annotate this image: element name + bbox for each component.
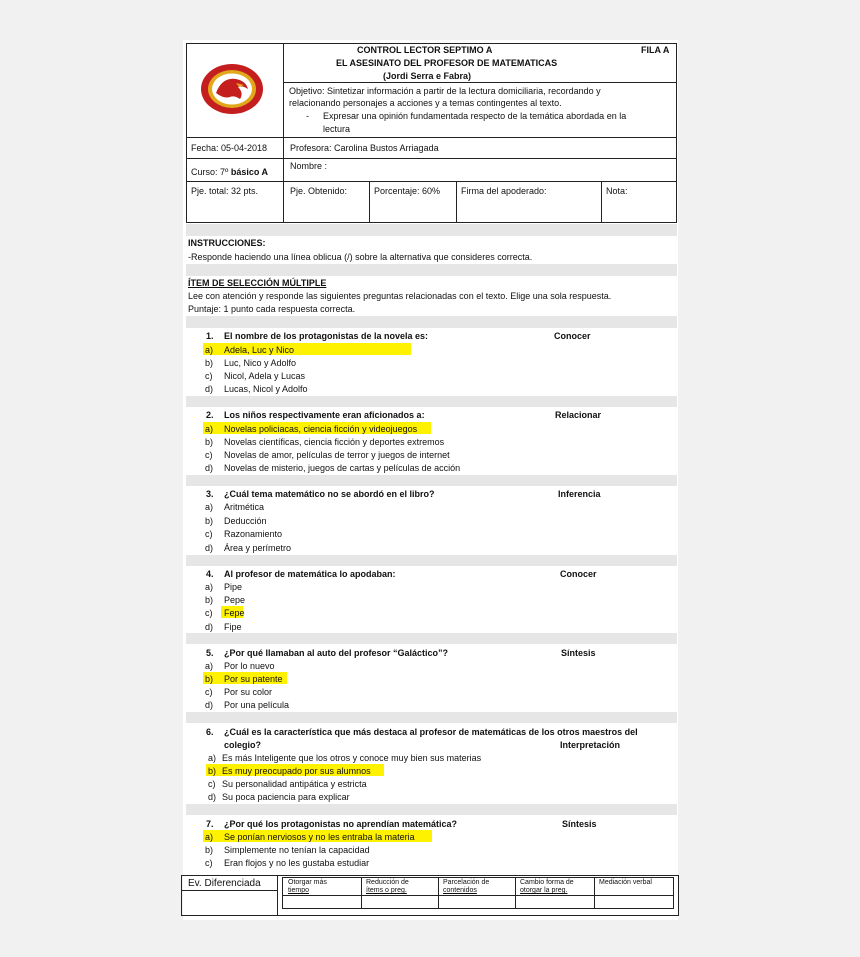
- option-text[interactable]: Aritmética: [224, 502, 265, 512]
- name-field[interactable]: Nombre :: [290, 161, 328, 171]
- course-field: Curso: 7º básico A: [191, 167, 269, 177]
- option-letter[interactable]: c): [208, 779, 216, 789]
- question-text: ¿Cuál tema matemático no se abordó en el libro?: [224, 489, 435, 499]
- option-letter[interactable]: a): [205, 424, 214, 434]
- option-letter[interactable]: c): [205, 529, 213, 539]
- option-text[interactable]: Fipe: [224, 622, 242, 632]
- objective-line: relacionando personajes a acciones y a temas contingentes al texto.: [289, 98, 562, 108]
- option-letter[interactable]: c): [205, 371, 213, 381]
- option-text[interactable]: Por su color: [224, 687, 273, 697]
- question-number: 3.: [206, 489, 214, 499]
- question-number: 6.: [206, 727, 214, 737]
- option-text[interactable]: Su personalidad antipática y estricta: [222, 779, 367, 789]
- question-number: 1.: [206, 331, 214, 341]
- diff-option-split-content[interactable]: Parcelación de contenidos: [443, 879, 490, 894]
- option-text[interactable]: Simplemente no tenían la capacidad: [224, 845, 370, 855]
- option-text[interactable]: Novelas de amor, películas de terror y juegos de internet: [224, 450, 450, 460]
- diff-option-reduce-items[interactable]: Reducción de ítems o preg.: [366, 879, 409, 894]
- option-letter[interactable]: a): [205, 345, 214, 355]
- question-text: El nombre de los protagonistas de la novela es:: [224, 331, 429, 341]
- question-skill: Síntesis: [561, 648, 596, 658]
- option-letter[interactable]: c): [205, 608, 213, 618]
- doc-author: (Jordi Serra e Fabra): [383, 71, 472, 81]
- question-text: Al profesor de matemática lo apodaban:: [224, 569, 396, 579]
- option-letter[interactable]: a): [208, 753, 217, 763]
- option-text[interactable]: Novelas policiacas, ciencia ficción y videojuegos: [224, 424, 418, 434]
- instructions-text: -Responde haciendo una línea oblicua (/) sobre la alternativa que consideres correcta.: [188, 252, 533, 262]
- section-text: Lee con atención y responde las siguientes preguntas relacionadas con el texto. Elige una sola respuesta.: [188, 291, 612, 301]
- objective-line: Expresar una opinión fundamentada respecto de la temática abordada en la: [323, 111, 627, 121]
- question-skill: Inferencia: [558, 489, 601, 499]
- instructions-title: INSTRUCCIONES:: [188, 238, 266, 248]
- question-text: ¿Por qué llamaban al auto del profesor “Galáctico”?: [224, 648, 449, 658]
- option-letter[interactable]: a): [205, 832, 214, 842]
- option-text[interactable]: Pepe: [224, 595, 246, 605]
- option-letter[interactable]: b): [205, 595, 214, 605]
- guardian-signature-field[interactable]: Firma del apoderado:: [461, 186, 547, 196]
- section-text: Puntaje: 1 punto cada respuesta correcta.: [188, 304, 356, 314]
- option-text[interactable]: Novelas científicas, ciencia ficción y deportes extremos: [224, 437, 445, 447]
- question-skill: Síntesis: [562, 819, 597, 829]
- option-text[interactable]: Pipe: [224, 582, 243, 592]
- option-letter[interactable]: b): [205, 358, 214, 368]
- option-letter[interactable]: c): [205, 450, 213, 460]
- option-letter[interactable]: c): [205, 687, 213, 697]
- option-letter[interactable]: c): [205, 858, 213, 868]
- option-letter[interactable]: b): [205, 516, 214, 526]
- option-letter[interactable]: a): [205, 661, 214, 671]
- option-text[interactable]: Lucas, Nicol y Adolfo: [224, 384, 308, 394]
- option-letter[interactable]: a): [205, 502, 214, 512]
- doc-subtitle: EL ASESINATO DEL PROFESOR DE MATEMATICAS: [336, 58, 558, 68]
- option-letter[interactable]: d): [205, 384, 214, 394]
- option-letter[interactable]: b): [205, 674, 214, 684]
- question-skill: Interpretación: [560, 740, 621, 750]
- question-text: ¿Por qué los protagonistas no aprendían matemática?: [224, 819, 458, 829]
- question-number: 2.: [206, 410, 214, 420]
- grade-field[interactable]: Nota:: [606, 186, 628, 196]
- question-skill: Conocer: [560, 569, 597, 579]
- obtained-score-field[interactable]: Pje. Obtenido:: [290, 186, 348, 196]
- option-letter[interactable]: d): [205, 700, 214, 710]
- objective-line: Objetivo: Sintetizar información a partir de la lectura domiciliaria, recordando y: [289, 86, 601, 96]
- option-text[interactable]: Es más Inteligente que los otros y conoce muy bien sus materias: [222, 753, 482, 763]
- option-text[interactable]: Área y perímetro: [224, 543, 292, 553]
- total-score-field: Pje. total: 32 pts.: [191, 186, 259, 196]
- option-letter[interactable]: b): [205, 845, 214, 855]
- option-text[interactable]: Eran flojos y no les gustaba estudiar: [224, 858, 370, 868]
- question-number: 7.: [206, 819, 214, 829]
- date-field: Fecha: 05-04-2018: [191, 143, 268, 153]
- option-text[interactable]: Se ponían nerviosos y no les entraba la materia: [224, 832, 415, 842]
- question-skill: Conocer: [554, 331, 591, 341]
- option-text[interactable]: Es muy preocupado por sus alumnos: [222, 766, 371, 776]
- option-letter[interactable]: d): [205, 622, 214, 632]
- option-text[interactable]: Deducción: [224, 516, 267, 526]
- option-text[interactable]: Razonamiento: [224, 529, 283, 539]
- diff-option-change-format[interactable]: Cambio forma de otorgar la preg.: [520, 879, 574, 894]
- option-letter[interactable]: b): [205, 437, 214, 447]
- diff-option-verbal-mediation[interactable]: Mediación verbal: [599, 879, 652, 886]
- option-text[interactable]: Su poca paciencia para explicar: [222, 792, 350, 802]
- diff-eval-label: Ev. Diferenciada: [188, 878, 261, 889]
- section-title: ÍTEM DE SELECCIÓN MÚLTIPLE: [188, 278, 327, 288]
- teacher-field: Profesora: Carolina Bustos Arriagada: [290, 143, 439, 153]
- option-text[interactable]: Por su patente: [224, 674, 283, 684]
- option-letter[interactable]: a): [205, 582, 214, 592]
- option-text[interactable]: Luc, Nico y Adolfo: [224, 358, 297, 368]
- school-seal-icon: [200, 63, 264, 115]
- option-text[interactable]: Fepe: [224, 608, 245, 618]
- percentage-field: Porcentaje: 60%: [374, 186, 441, 196]
- row-label: FILA A: [641, 45, 670, 55]
- option-text[interactable]: Por una película: [224, 700, 290, 710]
- question-text: ¿Cuál es la característica que más destaca al profesor de matemáticas de los otros maestros del: [224, 727, 638, 737]
- option-letter[interactable]: d): [205, 543, 214, 553]
- question-text: Los niños respectivamente eran aficionados a:: [224, 410, 425, 420]
- objective-line: lectura: [323, 124, 351, 134]
- bullet-dash: -: [306, 111, 309, 121]
- option-letter[interactable]: d): [205, 463, 214, 473]
- question-skill: Relacionar: [555, 410, 602, 420]
- question-number: 5.: [206, 648, 214, 658]
- question-number: 4.: [206, 569, 214, 579]
- option-text[interactable]: Por lo nuevo: [224, 661, 275, 671]
- option-text[interactable]: Nicol, Adela y Lucas: [224, 371, 306, 381]
- option-text[interactable]: Novelas de misterio, juegos de cartas y películas de acción: [224, 463, 461, 473]
- option-letter[interactable]: b): [208, 766, 217, 776]
- diff-option-more-time[interactable]: Otorgar más tiempo: [288, 879, 327, 894]
- doc-title: CONTROL LECTOR SEPTIMO A: [357, 45, 493, 55]
- question-text-continued: colegio?: [224, 740, 262, 750]
- option-letter[interactable]: d): [208, 792, 217, 802]
- option-text[interactable]: Adela, Luc y Nico: [224, 345, 295, 355]
